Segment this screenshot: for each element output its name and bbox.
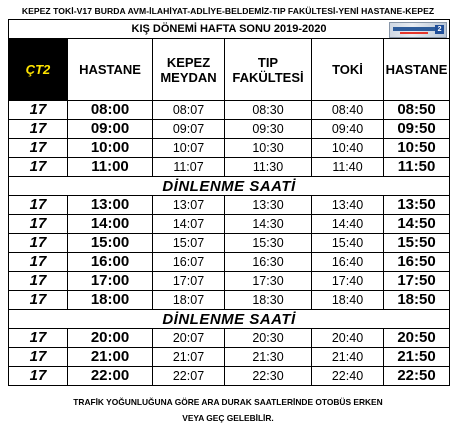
time-tip-fakultesi: 22:30 [225, 367, 312, 386]
trip-row [9, 120, 450, 139]
break-label-2: DİNLENME SAATİ [9, 310, 450, 329]
line-number: 17 [9, 234, 68, 253]
column-header-row [9, 39, 450, 101]
time-tip-fakultesi: 08:30 [225, 101, 312, 120]
departure-hastane: 20:00 [68, 329, 153, 348]
municipality-logo [389, 22, 447, 38]
arrival-hastane: 16:50 [384, 253, 450, 272]
trip-row [9, 367, 450, 386]
time-tip-fakultesi: 13:30 [225, 196, 312, 215]
departure-hastane: 13:00 [68, 196, 153, 215]
departure-hastane: 17:00 [68, 272, 153, 291]
time-kepez-meydan: 17:07 [153, 272, 225, 291]
line-code-badge: ÇT2 [9, 39, 68, 101]
line-number: 17 [9, 272, 68, 291]
trip-row [9, 291, 450, 310]
schedule-title-cell [9, 20, 450, 39]
arrival-hastane: 20:50 [384, 329, 450, 348]
departure-hastane: 16:00 [68, 253, 153, 272]
departure-hastane: 15:00 [68, 234, 153, 253]
time-toki: 09:40 [312, 120, 384, 139]
trip-row [9, 196, 450, 215]
arrival-hastane: 15:50 [384, 234, 450, 253]
footer-note [0, 394, 456, 426]
break-row-1 [9, 177, 450, 196]
arrival-hastane: 22:50 [384, 367, 450, 386]
schedule-table [8, 19, 450, 386]
time-toki: 22:40 [312, 367, 384, 386]
line-number: 17 [9, 215, 68, 234]
trip-row [9, 139, 450, 158]
time-kepez-meydan: 08:07 [153, 101, 225, 120]
line-number: 17 [9, 101, 68, 120]
logo-stripe [393, 27, 435, 31]
time-kepez-meydan: 14:07 [153, 215, 225, 234]
footer-line-1: TRAFİK YOĞUNLUĞUNA GÖRE ARA DURAK SAATLERİNDE OTOBÜS ERKEN [73, 397, 383, 407]
trip-row [9, 272, 450, 291]
time-kepez-meydan: 22:07 [153, 367, 225, 386]
arrival-hastane: 14:50 [384, 215, 450, 234]
time-tip-fakultesi: 21:30 [225, 348, 312, 367]
footer-line-2: VEYA GEÇ GELEBİLİR. [182, 413, 274, 423]
time-kepez-meydan: 18:07 [153, 291, 225, 310]
time-kepez-meydan: 16:07 [153, 253, 225, 272]
col-header-kepez-meydan [153, 39, 225, 101]
departure-hastane: 14:00 [68, 215, 153, 234]
time-kepez-meydan: 09:07 [153, 120, 225, 139]
time-kepez-meydan: 21:07 [153, 348, 225, 367]
line-number: 17 [9, 329, 68, 348]
col-header-toki: TOKİ [312, 39, 384, 101]
time-kepez-meydan: 15:07 [153, 234, 225, 253]
col-header-kepez-meydan-text: KEPEZ MEYDAN [160, 54, 217, 85]
line-number: 17 [9, 291, 68, 310]
schedule-title: KIŞ DÖNEMİ HAFTA SONU 2019-2020 [131, 23, 327, 35]
trip-row [9, 234, 450, 253]
line-number: 17 [9, 196, 68, 215]
time-tip-fakultesi: 16:30 [225, 253, 312, 272]
time-tip-fakultesi: 10:30 [225, 139, 312, 158]
arrival-hastane: 21:50 [384, 348, 450, 367]
time-kepez-meydan: 11:07 [153, 158, 225, 177]
col-header-tip-fakultesi [225, 39, 312, 101]
time-tip-fakultesi: 18:30 [225, 291, 312, 310]
arrival-hastane: 11:50 [384, 158, 450, 177]
logo-stripe-red [400, 32, 428, 34]
time-tip-fakultesi: 14:30 [225, 215, 312, 234]
departure-hastane: 21:00 [68, 348, 153, 367]
arrival-hastane: 08:50 [384, 101, 450, 120]
line-number: 17 [9, 348, 68, 367]
departure-hastane: 09:00 [68, 120, 153, 139]
time-toki: 08:40 [312, 101, 384, 120]
departure-hastane: 10:00 [68, 139, 153, 158]
line-number: 17 [9, 367, 68, 386]
time-kepez-meydan: 10:07 [153, 139, 225, 158]
time-toki: 11:40 [312, 158, 384, 177]
time-tip-fakultesi: 15:30 [225, 234, 312, 253]
time-toki: 10:40 [312, 139, 384, 158]
col-header-tip-fakultesi-text: TIP FAKÜLTESİ [232, 54, 304, 85]
arrival-hastane: 09:50 [384, 120, 450, 139]
trip-row [9, 329, 450, 348]
arrival-hastane: 17:50 [384, 272, 450, 291]
time-toki: 18:40 [312, 291, 384, 310]
trip-row [9, 101, 450, 120]
trip-row [9, 158, 450, 177]
break-label-1: DİNLENME SAATİ [9, 177, 450, 196]
time-toki: 17:40 [312, 272, 384, 291]
departure-hastane: 22:00 [68, 367, 153, 386]
break-row-2 [9, 310, 450, 329]
time-toki: 21:40 [312, 348, 384, 367]
schedule-title-row [9, 20, 450, 39]
time-toki: 13:40 [312, 196, 384, 215]
departure-hastane: 18:00 [68, 291, 153, 310]
line-number: 17 [9, 158, 68, 177]
trip-row [9, 253, 450, 272]
time-tip-fakultesi: 09:30 [225, 120, 312, 139]
departure-hastane: 08:00 [68, 101, 153, 120]
time-toki: 14:40 [312, 215, 384, 234]
logo-badge: 2 [435, 25, 444, 34]
col-header-hastane-end: HASTANE [384, 39, 450, 101]
time-toki: 16:40 [312, 253, 384, 272]
time-kepez-meydan: 13:07 [153, 196, 225, 215]
arrival-hastane: 18:50 [384, 291, 450, 310]
trip-row [9, 348, 450, 367]
route-title: KEPEZ TOKİ-V17 BURDA AVM-İLAHİYAT-ADLİYE-BELDEMİZ-TIP FAKÜLTESİ-YENİ HASTANE-KEPEZ [21, 6, 435, 16]
time-tip-fakultesi: 11:30 [225, 158, 312, 177]
arrival-hastane: 10:50 [384, 139, 450, 158]
time-toki: 20:40 [312, 329, 384, 348]
line-number: 17 [9, 120, 68, 139]
trip-row [9, 215, 450, 234]
time-tip-fakultesi: 17:30 [225, 272, 312, 291]
line-number: 17 [9, 139, 68, 158]
time-tip-fakultesi: 20:30 [225, 329, 312, 348]
line-number: 17 [9, 253, 68, 272]
col-header-hastane-start: HASTANE [68, 39, 153, 101]
time-kepez-meydan: 20:07 [153, 329, 225, 348]
arrival-hastane: 13:50 [384, 196, 450, 215]
departure-hastane: 11:00 [68, 158, 153, 177]
time-toki: 15:40 [312, 234, 384, 253]
